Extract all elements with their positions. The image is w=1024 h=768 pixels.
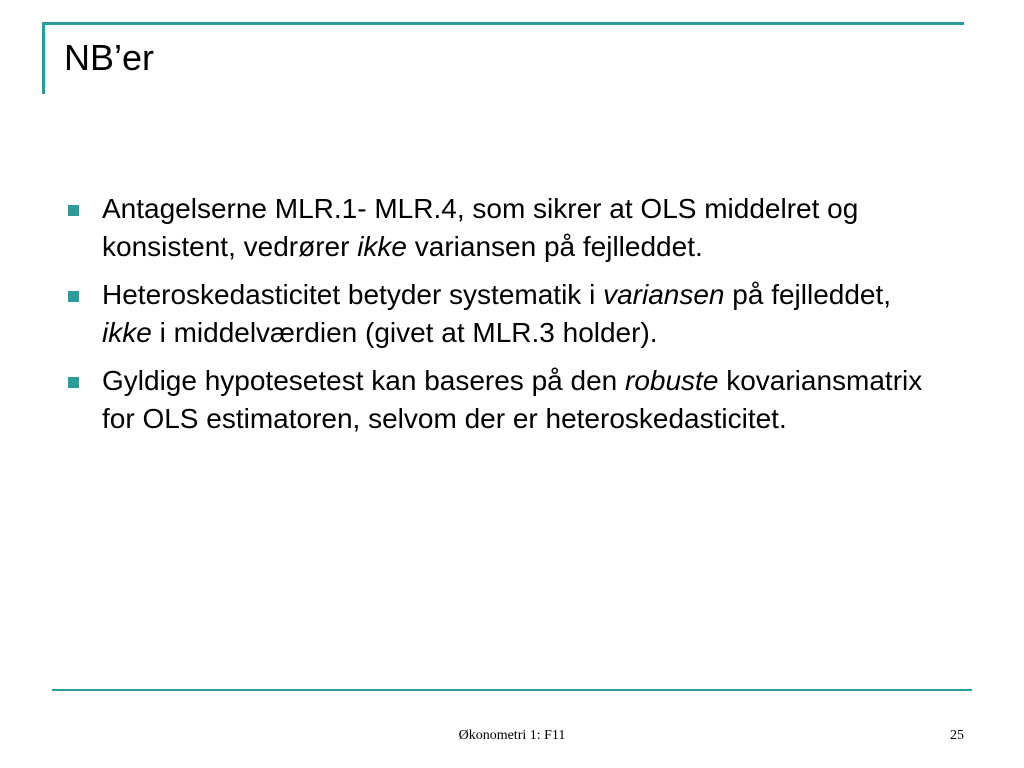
square-bullet-icon	[68, 377, 79, 388]
square-bullet-icon	[68, 205, 79, 216]
title-accent-horizontal-line	[42, 22, 964, 25]
slide-title: NB’er	[64, 37, 155, 78]
footer-divider	[52, 689, 972, 691]
bullet-item-3	[64, 362, 944, 438]
emphasis-text: variansen	[603, 279, 725, 310]
footer-text: Økonometri 1: F11	[458, 728, 566, 743]
bullet-text: Heteroskedasticitet betyder systematik i	[102, 279, 604, 310]
emphasis-text: ikke	[102, 317, 152, 348]
bullet-text: i middelværdien (givet at MLR.3 holder).	[151, 317, 658, 348]
bullet-text: på fejlleddet,	[724, 279, 892, 310]
bullet-text: variansen på fejlleddet.	[407, 231, 703, 262]
page-number: 25	[950, 728, 964, 743]
bullet-text: kovariansmatrix for OLS estimatoren, selvom der er heteroskedasticitet.	[102, 365, 923, 434]
bullet-list	[64, 190, 944, 448]
bullet-text: Antagelserne MLR.1- MLR.4, som sikrer at OLS middelret og konsistent, vedrører	[102, 193, 859, 262]
emphasis-text: ikke	[357, 231, 407, 262]
emphasis-text: robuste	[625, 365, 719, 396]
bullet-text: Gyldige hypotesetest kan baseres på den	[102, 365, 626, 396]
bullet-item-2	[64, 276, 944, 352]
square-bullet-icon	[68, 291, 79, 302]
title-accent-vertical-line	[42, 22, 45, 94]
bullet-item-1	[64, 190, 944, 266]
